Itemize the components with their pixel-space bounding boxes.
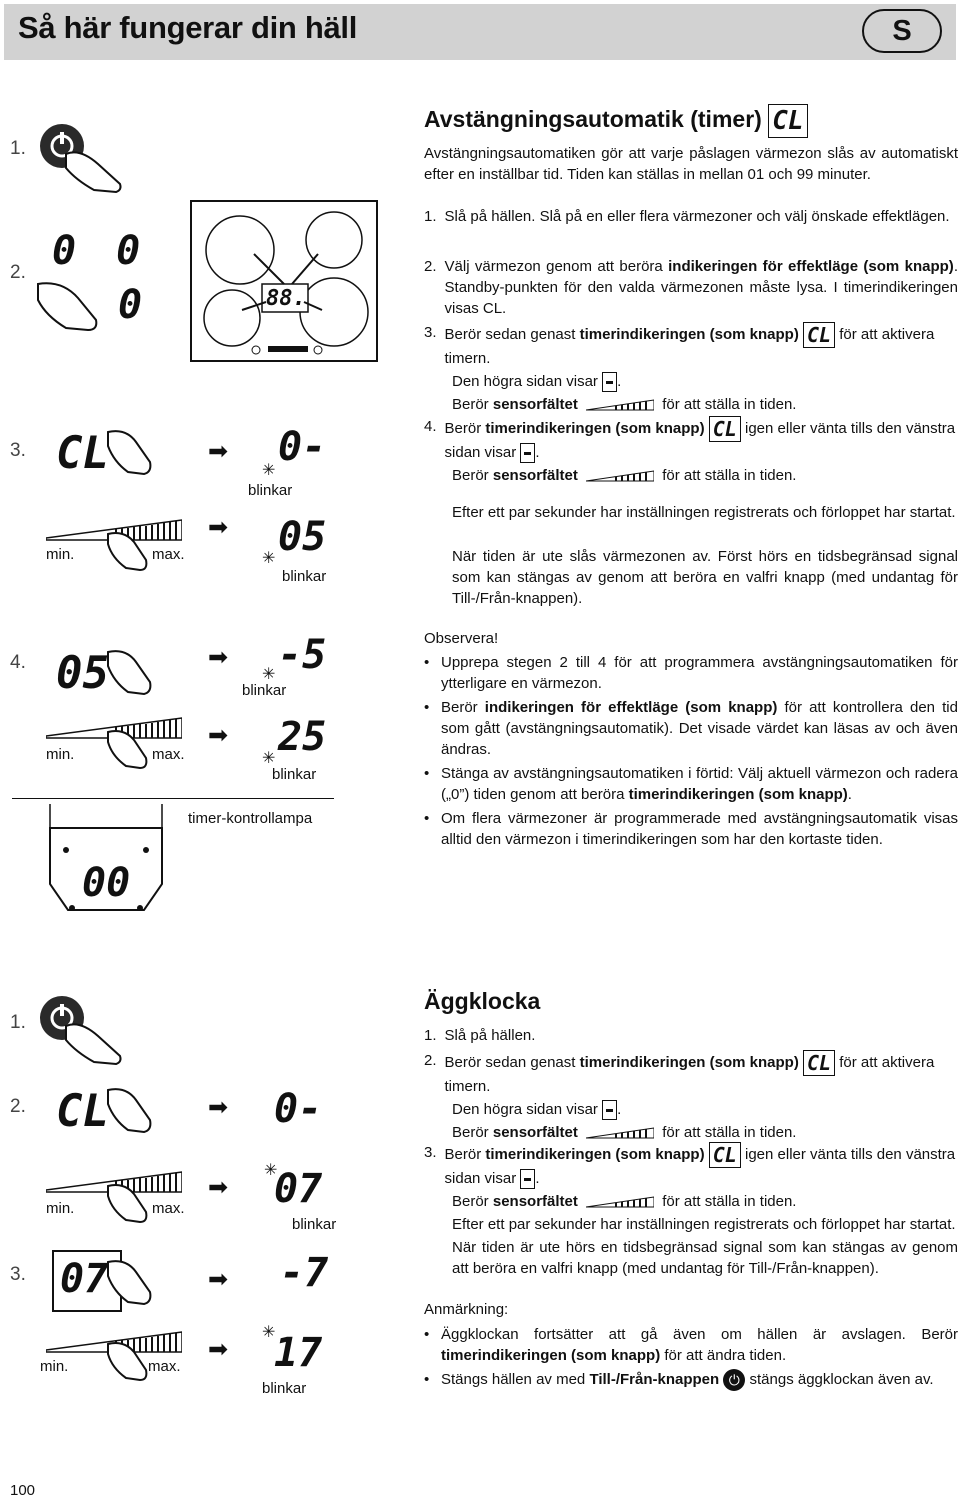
blink-label: blinkar [292,1216,337,1233]
display-0-dash: 0- [278,424,327,470]
divider [12,798,334,799]
power-button-touch-icon [36,118,126,196]
slider-min-label: min. [40,1358,69,1375]
display-0: 0 [118,282,143,328]
arrow-right-icon: ➡ [208,644,229,671]
sensor-field-icon [586,1127,654,1139]
cl-indicator-icon: CL [803,1050,835,1076]
arrow-right-icon: ➡ [208,1174,229,1201]
slider-max-label: max. [152,746,185,763]
egg-step-2: 2. Berör sedan genast timerindikeringen (som knapp) CL för att aktivera timern. Den högra sidan visar . Berör sensorfältet för att ställa in tiden. [424,1051,935,1142]
display-07: 07 [274,1166,323,1212]
display-05: 05 [56,648,109,699]
arrow-right-icon: ➡ [208,1094,229,1121]
arrow-right-icon: ➡ [208,514,229,541]
blink-icon: ✳ [264,1162,278,1179]
egg-note-title: Anmärkning: [424,1301,509,1318]
blink-label: blinkar [282,568,327,585]
egg-step-label-1: 1. [10,1012,26,1033]
timer-step-1: 1. Slå på hällen. Slå på en eller flera värmezoner och välj önskade effektlägen. [424,208,950,225]
list-item: • Äggklockan fortsätter att gå även om hällen är avslagen. Berör timerindikeringen (som knapp) för att ändra tiden. [424,1324,958,1366]
egg-step-3: 3. Berör timerindikeringen (som knapp) CL igen eller vänta tills den vänstra sidan visar . Berör sensorfältet för att ställa in tiden. Efter ett par sekunder har inställningen registrerats och förloppet har startat. När tiden är ute hörs en tidsbegränsad signal som kan stängas av genom att beröra en valfri knapp (med undantag för Till-/Från-knappen). [424,1143,958,1278]
page-number: 100 [10,1482,36,1499]
cl-indicator-icon: CL [709,416,741,442]
blink-icon: ✳ [262,750,276,767]
timer-notes-list [424,652,958,853]
display-05: 05 [278,514,327,560]
blink-label: blinkar [262,1380,307,1397]
sensor-field-icon [586,399,654,411]
dash-display-icon [602,1100,617,1120]
step-label-4: 4. [10,652,26,673]
dash-display-icon [520,1169,535,1189]
finger-touch-icon [32,280,102,334]
timer-after-2: När tiden är ute slås värmezonen av. Först hörs en tidsbegränsad signal som kan stängas av genom att beröra en valfri knapp (med undantag för Till-/Från-knappen). [452,548,958,607]
finger-touch-icon [104,428,154,480]
list-item: • Stänga av avstängningsautomatiken i förtid: Välj aktuell värmezon och radera („0”) tiden genom att beröra timerindikeringen (som knapp). [424,763,958,805]
slider-max-label: max. [152,1200,185,1217]
sensor-field-icon [586,1196,654,1208]
finger-touch-icon [104,728,150,772]
blink-icon: ✳ [262,550,276,567]
egg-notes-list [424,1324,958,1394]
page-title: Så här fungerar din häll [18,10,358,45]
slider-min-label: min. [46,546,75,563]
cl-indicator-icon: CL [709,1142,741,1168]
language-badge: S [862,9,942,53]
list-item: • Upprepa stegen 2 till 4 för att programmera avstängningsautomatiken för ytterligare en värmezon. [424,652,958,694]
blink-label: blinkar [248,482,293,499]
step-label-2: 2. [10,262,26,283]
hob-display: 88. [266,286,306,311]
timer-step-4: 4. Berör timerindikeringen (som knapp) CL igen eller vänta tills den vänstra sidan visar . Berör sensorfältet för att ställa in tiden. [424,417,956,485]
egg-section-title: Äggklocka [424,988,541,1014]
display-07: 07 [60,1256,109,1302]
blink-label: blinkar [272,766,317,783]
slider-min-label: min. [46,1200,75,1217]
step-label-1: 1. [10,138,26,159]
timer-note-title: Observera! [424,630,499,647]
slider-max-label: max. [148,1358,181,1375]
arrow-right-icon: ➡ [208,438,229,465]
finger-touch-icon [104,1258,154,1310]
cl-indicator-icon: CL [768,104,807,138]
finger-touch-icon [104,1086,154,1138]
egg-step-1: 1. Slå på hällen. [424,1027,536,1044]
display-dash-5: -5 [278,632,327,678]
display-25: 25 [278,714,327,760]
finger-touch-icon [104,530,150,574]
finger-touch-icon [104,1182,150,1226]
blink-icon: ✳ [262,666,276,683]
display-dash-7: -7 [280,1250,329,1296]
display-17: 17 [274,1330,323,1376]
slider-max-label: max. [152,546,185,563]
display-0-dash: 0- [274,1086,323,1132]
blink-icon: ✳ [262,1324,276,1341]
hob-diagram [190,200,378,362]
list-item: • Stängs hällen av med Till-/Från-knappen ⏻ stängs äggklockan även av. [424,1369,958,1391]
power-button-touch-icon [36,990,126,1068]
display-cl: CL [56,428,109,479]
finger-touch-icon [104,1340,150,1384]
timer-intro: Avstängningsautomatiken gör att varje påslagen värmezon slås av automatiskt efter en inställbar tid. Tiden kan ställas in mellan 01 och 99 minuter. [424,145,958,183]
list-item: • Om flera värmezoner är programmerade med avstängningsautomatik visas alltid den värmezon i timerindikeringen som har den kortaste tiden. [424,808,958,850]
display-00: 0 0 [52,228,149,274]
sensor-field-icon [586,470,654,482]
cl-indicator-icon: CL [803,322,835,348]
arrow-right-icon: ➡ [208,722,229,749]
dash-display-icon [602,372,617,392]
list-item: • Berör indikeringen för effektläge (som knapp) för att kontrollera den tid som gått (avstängningsautomatik). Det visade värdet kan läsas av och även ändras. [424,697,958,760]
display-00-lamp: 00 [82,860,131,906]
timer-after-1: Efter ett par sekunder har inställningen registrerats och förloppet har startat. [452,504,956,521]
blink-label: blinkar [242,682,287,699]
display-cl: CL [56,1086,109,1137]
blink-icon: ✳ [262,462,276,479]
timer-step-3: 3. Berör sedan genast timerindikeringen (som knapp) CL för att aktivera timern. Den högra sidan visar . Berör sensorfältet för att ställa in tiden. [424,323,935,414]
arrow-right-icon: ➡ [208,1266,229,1293]
timer-step-2: 2. Välj värmezon genom att beröra indikeringen för effektläge (som knapp). Standby-punkten för den valda värmezonen måste lysa. I timerindikeringen visas CL. [424,258,958,317]
egg-step-label-3: 3. [10,1264,26,1285]
power-icon: ⏻ [723,1369,745,1391]
slider-min-label: min. [46,746,75,763]
finger-touch-icon [104,648,154,700]
step-label-3: 3. [10,440,26,461]
timer-lamp-label: timer-kontrollampa [188,810,313,827]
timer-section-title: Avstängningsautomatik (timer) CL [424,104,808,138]
egg-step-label-2: 2. [10,1096,26,1117]
arrow-right-icon: ➡ [208,1336,229,1363]
dash-display-icon [520,443,535,463]
